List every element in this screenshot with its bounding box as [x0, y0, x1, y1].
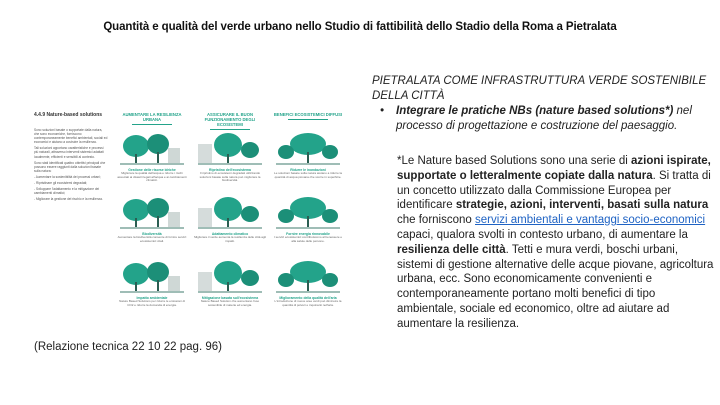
figure-intro-paragraph: - Migliorare la gestione del rischio e la resilienza. — [34, 197, 103, 202]
benefit-title: Ridurre le inondazioni — [290, 168, 326, 172]
nbs-benefit-card — [270, 132, 346, 192]
benefit-title: Adattamento climatico — [211, 232, 249, 236]
benefit-title: Fornire energia rinnovabile — [286, 232, 330, 236]
figure-column-header: AUMENTARE LA RESILIENZA URBANA — [114, 112, 190, 125]
bold-phrase: resilienza delle città — [397, 243, 506, 256]
benefit-title: Ripristino dell'ecosistema — [209, 168, 251, 172]
figure-section-title: 4.4.9 Nature-based solutions — [34, 112, 103, 118]
benefit-title: Miglioramento della qualità dell'aria — [279, 296, 337, 300]
bullet-item — [380, 104, 714, 134]
link-servizi-ambientali[interactable]: servizi ambientali e vantaggi socio-economici — [475, 214, 706, 227]
figure-column-header: BENEFICI ECOSISTEMICI DIFFUSI — [270, 112, 346, 120]
nbs-definition-paragraph — [397, 154, 715, 332]
benefit-description: Il ripristino di ecosistemi degradati utilizzando soluzioni basate sulla natura può migliorare la biodiversità. — [199, 171, 261, 183]
nbs-benefit-card — [192, 196, 268, 256]
benefit-description: L'introduzione di nuove aree verdi può diminuire la quantità di polveri e inquinanti nell'aria. — [274, 299, 342, 307]
bold-phrase: azioni ispirate, supportate o letteralmente copiate dalla natura — [397, 155, 711, 182]
figure-intro-paragraph: - Ripristinare gli ecosistemi degradati; — [34, 181, 88, 186]
nbs-benefit-card — [192, 260, 268, 320]
figure-caption: (Relazione tecnica 22 10 22 pag. 96) — [34, 341, 222, 353]
benefit-description: Migliorare il verde aumenta la resilienza delle città agli impatti. — [194, 235, 266, 243]
figure-intro-paragraph: Sono stati identificati quattro obiettivi principali che possono essere raggiunti dalla soluzioni basate sulla natura: — [34, 160, 106, 173]
nbs-benefit-card — [114, 132, 190, 192]
bold-phrase: strategie, azioni, interventi, basati sulla natura — [455, 199, 709, 212]
figure-intro-paragraph: - Aumentare la sostenibilità dei processi urbani; — [34, 174, 101, 179]
benefit-description: Aumentare la biodiversità consente di fornire servizi ecosistemici vitali. — [117, 235, 187, 243]
paragraph-text: . Tetti e mura verdi, boschi urbani, sistemi di gestione alternative delle acque piovane, agricoltura urbana, ecc. Sono economicamente convenienti e contemporaneamente portano molti benefici di tipo ambientale, sociale ed economico, oltre ad aiutare ad aumentare la resilienza. — [397, 243, 714, 330]
benefit-title: Biodiversità — [142, 232, 162, 236]
bullet-text: nel processo di progettazione e costruzione del paesaggio. — [396, 105, 692, 132]
benefit-description: I servizi ecosistemici contribuiscono al benessere e alla salute delle persone. — [273, 235, 343, 243]
section-heading: PIETRALATA COME INFRASTRUTTURA VERDE SOSTENIBILE DELLA CITTÀ — [372, 75, 707, 102]
benefit-description: Nature Based Solution che aumentano l'uso sostenibile di materie ed energia. — [200, 299, 260, 307]
figure-intro-paragraph: Tali soluzioni apportano caratteristiche e processi più naturali, attraverso interventi sistemici adattati localmente, efficienti e sensibili al contesto. — [34, 146, 104, 159]
paragraph-text: che forniscono — [397, 214, 475, 227]
nbs-figure — [32, 110, 350, 322]
paragraph-text: capaci, qualora svolti in contesto urbano, di aumentare la — [397, 228, 688, 241]
bullet-bold-text: Integrare le pratiche NBs (nature based solutions*) — [396, 105, 674, 117]
benefit-description: Nature Based Solutions per ridurre le emissioni di CO2 e ridurre la domanda di energia. — [119, 299, 185, 307]
figure-column-header: ASSICURARE IL BUON FUNZIONAMENTO DEGLI ECOSISTEMI — [192, 112, 268, 130]
figure-intro-paragraph: Sono soluzioni basate o supportate dalla natura, che sono economiche, forniscono contemporaneamente benefici ambientali, sociali ed economici e aiutano a costruire la resilienza. — [34, 128, 108, 145]
figure-intro-paragraph: - Sviluppare l'adattamento e la mitigazione dei cambiamenti climatici; — [34, 187, 100, 196]
bullet-dot: • — [380, 105, 385, 117]
benefit-title: Gestione delle risorse idriche — [128, 168, 176, 172]
benefit-description: Le soluzioni basate sulla natura aiutano a ridurre la quantità di acqua piovana che scorre in superficie. — [274, 171, 342, 179]
benefit-description: Migliorare la qualità dell'acqua e ridurre i rischi associati ai disastri legati all'acqua e ai cambiamenti climatici. — [117, 171, 187, 183]
figure-intro-text — [34, 128, 108, 203]
nbs-benefit-card — [114, 196, 190, 256]
paragraph-text: *Le Nature based Solutions sono una serie di — [397, 155, 631, 167]
nbs-benefit-card — [270, 196, 346, 256]
benefit-title: Impatto ambientale — [136, 296, 168, 300]
nbs-benefit-card — [114, 260, 190, 320]
slide-title: Quantità e qualità del verde urbano nello Studio di fattibilità dello Stadio della Roma a Pietralata — [103, 21, 617, 33]
paragraph-text: . Si tratta di un concetto utilizzato dalla Commissione Europea per identificare — [397, 169, 711, 212]
nbs-benefit-card — [270, 260, 346, 320]
nbs-benefit-card — [192, 132, 268, 192]
benefit-title: Mitigazione basata sull'ecosistema — [201, 296, 259, 300]
